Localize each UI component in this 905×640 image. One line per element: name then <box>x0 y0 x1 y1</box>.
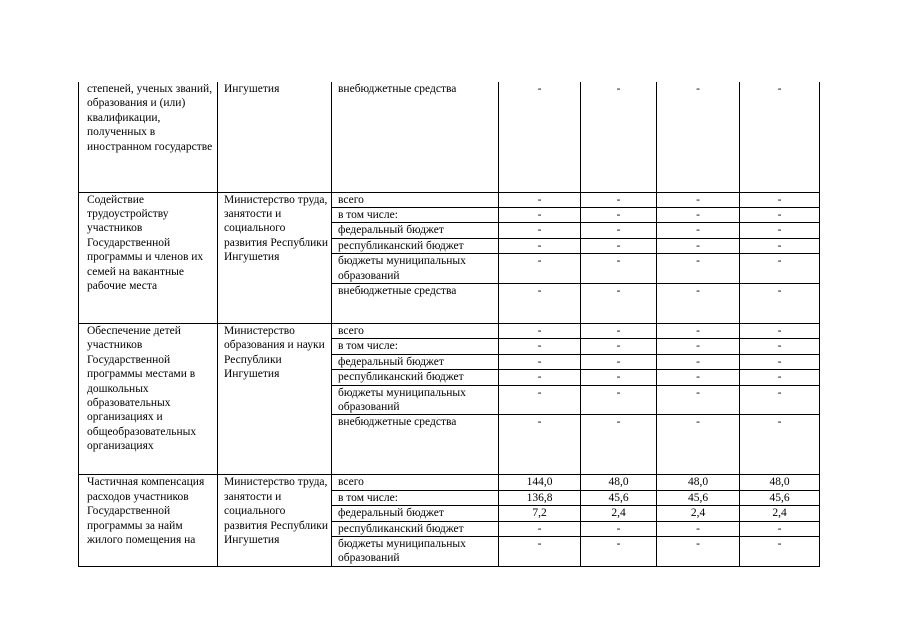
funding-source-cell: в том числе: <box>332 490 499 505</box>
amount-cell: - <box>740 82 820 192</box>
amount-cell: - <box>657 207 740 222</box>
amount-cell: - <box>499 207 581 222</box>
funding-source-cell: федеральный бюджет <box>332 223 499 238</box>
measure-description: Обеспечение детей участников Государственной программы местами в дошкольных образовательных организациях и общеобразовательных организациях <box>79 323 218 474</box>
executor-cell: Министерство труда, занятости и социального развития Республики Ингушетия <box>218 475 332 567</box>
funding-source-cell: федеральный бюджет <box>332 354 499 369</box>
amount-cell: - <box>581 385 657 415</box>
measure-description: степеней, ученых званий, образования и (или) квалификации, полученных в иностранном государстве <box>79 82 218 192</box>
funding-source-cell: республиканский бюджет <box>332 238 499 253</box>
amount-cell: - <box>581 415 657 475</box>
amount-cell: - <box>740 254 820 284</box>
amount-cell: - <box>740 238 820 253</box>
amount-cell: - <box>581 354 657 369</box>
amount-cell: - <box>657 254 740 284</box>
amount-cell: - <box>657 223 740 238</box>
table-row <box>79 82 820 192</box>
amount-cell: - <box>740 537 820 567</box>
amount-cell: - <box>581 238 657 253</box>
table-row <box>79 323 820 338</box>
funding-source-cell: внебюджетные средства <box>332 415 499 475</box>
amount-cell: - <box>581 537 657 567</box>
amount-cell: 2,4 <box>740 506 820 521</box>
amount-cell: 144,0 <box>499 475 581 490</box>
amount-cell: - <box>657 192 740 207</box>
amount-cell: 45,6 <box>657 490 740 505</box>
amount-cell: - <box>740 521 820 536</box>
amount-cell: 48,0 <box>581 475 657 490</box>
table-row <box>79 192 820 207</box>
funding-source-cell: бюджеты муниципальных образований <box>332 385 499 415</box>
funding-source-cell: бюджеты муниципальных образований <box>332 537 499 567</box>
amount-cell: - <box>581 283 657 323</box>
amount-cell: - <box>499 354 581 369</box>
funding-source-cell: в том числе: <box>332 207 499 222</box>
amount-cell: - <box>499 385 581 415</box>
amount-cell: - <box>740 283 820 323</box>
amount-cell: - <box>657 385 740 415</box>
funding-source-cell: в том числе: <box>332 339 499 354</box>
funding-source-cell: бюджеты муниципальных образований <box>332 254 499 284</box>
funding-source-cell: внебюджетные средства <box>332 82 499 192</box>
funding-source-cell: всего <box>332 192 499 207</box>
executor-cell: Министерство образования и науки Республики Ингушетия <box>218 323 332 474</box>
amount-cell: - <box>499 339 581 354</box>
amount-cell: - <box>499 283 581 323</box>
amount-cell: - <box>740 323 820 338</box>
amount-cell: - <box>581 207 657 222</box>
amount-cell: 7,2 <box>499 506 581 521</box>
amount-cell: - <box>499 192 581 207</box>
amount-cell: 2,4 <box>657 506 740 521</box>
amount-cell: 48,0 <box>740 475 820 490</box>
funding-source-cell: федеральный бюджет <box>332 506 499 521</box>
amount-cell: - <box>657 323 740 338</box>
executor-cell: Министерство труда, занятости и социального развития Республики Ингушетия <box>218 192 332 323</box>
measure-description: Частичная компенсация расходов участников Государственной программы за найм жилого помещения на <box>79 475 218 567</box>
amount-cell: - <box>657 537 740 567</box>
funding-source-cell: республиканский бюджет <box>332 521 499 536</box>
measure-description: Содействие трудоустройству участников Государственной программы и членов их семей на вакантные рабочие места <box>79 192 218 323</box>
amount-cell: - <box>740 354 820 369</box>
amount-cell: - <box>740 339 820 354</box>
table-row <box>79 475 820 490</box>
funding-source-cell: всего <box>332 323 499 338</box>
amount-cell: - <box>581 521 657 536</box>
amount-cell: - <box>740 385 820 415</box>
budget-table <box>78 82 820 567</box>
amount-cell: - <box>657 370 740 385</box>
funding-source-cell: внебюджетные средства <box>332 283 499 323</box>
amount-cell: - <box>499 238 581 253</box>
amount-cell: - <box>581 192 657 207</box>
amount-cell: - <box>499 82 581 192</box>
amount-cell: - <box>581 82 657 192</box>
amount-cell: - <box>740 207 820 222</box>
amount-cell: - <box>499 254 581 284</box>
amount-cell: - <box>581 323 657 338</box>
amount-cell: - <box>657 339 740 354</box>
funding-source-cell: всего <box>332 475 499 490</box>
amount-cell: - <box>740 223 820 238</box>
amount-cell: - <box>657 283 740 323</box>
amount-cell: 2,4 <box>581 506 657 521</box>
funding-source-cell: республиканский бюджет <box>332 370 499 385</box>
amount-cell: - <box>740 192 820 207</box>
amount-cell: - <box>499 521 581 536</box>
amount-cell: 136,8 <box>499 490 581 505</box>
amount-cell: 48,0 <box>657 475 740 490</box>
amount-cell: - <box>499 223 581 238</box>
amount-cell: - <box>499 415 581 475</box>
amount-cell: - <box>657 415 740 475</box>
amount-cell: - <box>581 254 657 284</box>
amount-cell: - <box>657 521 740 536</box>
amount-cell: - <box>740 370 820 385</box>
amount-cell: - <box>581 339 657 354</box>
amount-cell: - <box>499 370 581 385</box>
amount-cell: - <box>499 323 581 338</box>
amount-cell: - <box>581 370 657 385</box>
executor-cell: Ингушетия <box>218 82 332 192</box>
amount-cell: - <box>499 537 581 567</box>
amount-cell: - <box>657 354 740 369</box>
amount-cell: 45,6 <box>740 490 820 505</box>
amount-cell: 45,6 <box>581 490 657 505</box>
amount-cell: - <box>657 238 740 253</box>
amount-cell: - <box>581 223 657 238</box>
amount-cell: - <box>657 82 740 192</box>
amount-cell: - <box>740 415 820 475</box>
